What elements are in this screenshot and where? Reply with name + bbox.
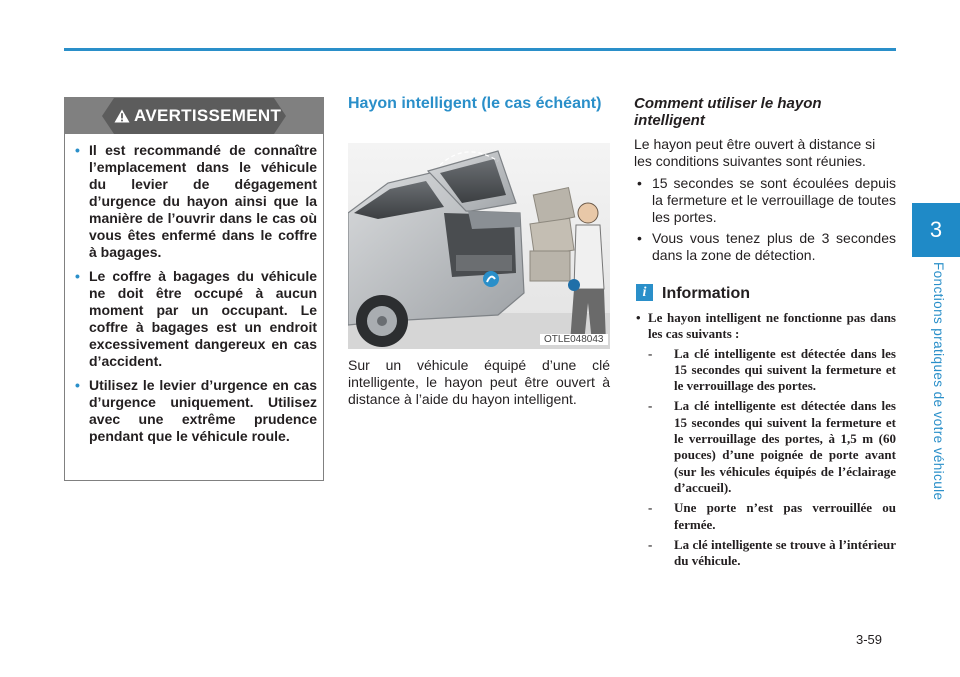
- subsection-intro: Le hayon peut être ouvert à distance si les conditions suivantes sont réunies.: [634, 136, 876, 169]
- subsection-title: Comment utiliser le hayon intelligent: [634, 95, 822, 129]
- warning-header: [65, 98, 323, 134]
- section-paragraph: Sur un véhicule équipé d’une clé intelligente, le hayon peut être ouvert à distance à l’aide du hayon intelligent.: [348, 357, 610, 407]
- header-rule: [64, 48, 896, 51]
- condition-item: • 15 secondes se sont écoulées depuis la fermeture et le verrouillage de toutes les portes.: [634, 175, 896, 226]
- image-code: OTLE048043: [540, 334, 608, 345]
- dash-icon: -: [648, 536, 653, 552]
- warning-triangle-icon: [114, 109, 130, 123]
- information-case: [648, 537, 896, 570]
- conditions-list: [634, 175, 896, 268]
- smart-tailgate-illustration: [348, 143, 610, 349]
- information-bullet-text: Le hayon intelligent ne fonctionne pas dans les cas suivants :: [648, 310, 896, 342]
- warning-item: [73, 268, 317, 370]
- information-case: [648, 346, 896, 395]
- information-case-text: La clé intelligente se trouve à l’intérieur du véhicule.: [674, 536, 896, 569]
- info-icon: i: [636, 284, 653, 301]
- information-title: Information: [662, 285, 750, 302]
- information-case: [648, 500, 896, 533]
- warning-box: [64, 97, 324, 481]
- warning-item-text: Le coffre à bagages du véhicule ne doit être occupé à aucun moment par un occupant. Le coffre à bagages est un endroit excessivement dangereux en cas d’accident.: [89, 268, 317, 369]
- warning-item-text: Il est recommandé de connaître l’emplacement dans le véhicule du levier de dégagement d’urgence du hayon ainsi que la manière de l’ouvrir dans le cas où vous êtes enfermé dans le coffre à bagages.: [89, 142, 317, 260]
- chapter-number: 3: [929, 217, 943, 242]
- bullet-icon: •: [75, 377, 80, 393]
- information-case-text: La clé intelligente est détectée dans les 15 secondes qui suivent la fermeture et le verrouillage des portes, à 1,5 m (60 pouces) d’une poignée de porte avant (sur les véhicules équipés de l’éclairage d’accueil).: [674, 398, 896, 495]
- condition-item: • Vous vous tenez plus de 3 secondes dans la zone de détection.: [634, 230, 896, 264]
- dash-icon: -: [648, 500, 653, 516]
- bullet-icon: •: [75, 268, 80, 284]
- section-title: Hayon intelligent (le cas échéant): [348, 95, 602, 112]
- bullet-icon: •: [636, 310, 641, 325]
- information-case-text: La clé intelligente est détectée dans les 15 secondes qui suivent la fermeture et le verrouillage des portes.: [674, 345, 896, 394]
- warning-item-text: Utilisez le levier d’urgence en cas d’urgence uniquement. Utilisez avec une extrême prudence pendant que le véhicule roule.: [89, 377, 317, 444]
- warning-item: [73, 142, 317, 261]
- information-case-text: Une porte n’est pas verrouillée ou fermée.: [674, 500, 896, 532]
- warning-item: [73, 377, 317, 445]
- information-bullet: [634, 310, 896, 343]
- page-number: 3-59: [856, 632, 883, 647]
- warning-list: [73, 142, 317, 452]
- chapter-title: Fonctions pratiques de votre véhicule: [931, 262, 946, 501]
- dash-icon: -: [648, 398, 653, 414]
- dash-icon: -: [648, 345, 653, 361]
- information-body: [634, 310, 896, 573]
- bullet-icon: •: [75, 142, 80, 158]
- car-illustration: [348, 143, 610, 349]
- information-case: [648, 398, 896, 496]
- chapter-tab: [912, 203, 960, 257]
- warning-title: AVERTISSEMENT: [134, 106, 282, 125]
